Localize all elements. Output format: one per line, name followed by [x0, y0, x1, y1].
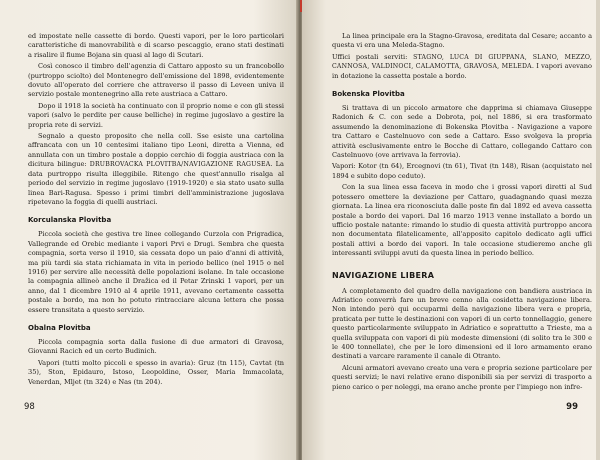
paragraph: Vapori: Kotor (tn 64), Ercegnovi (tn 61), Tivat (tn 148), Risan (acquistato nel 1894 e subito dopo ceduto).: [332, 162, 592, 180]
paragraph: ed impostate nelle cassette di bordo. Questi vapori, per le loro particolari caratteristiche di manovrabilità e di scarso pescaggio, erano stati destinati a risalire il fiume Bojana sin quasi al lago di Scutari.: [28, 32, 284, 59]
section-heading-obalna: Obalna Plovitba: [28, 323, 91, 332]
section-heading-navigazione-libera: NAVIGAZIONE LIBERA: [332, 270, 435, 280]
page-number-left: 98: [24, 402, 35, 412]
paragraph: Piccola società che gestiva tre linee collegando Curzola con Prigradica, Vallegrande ed Orebic mediante i vapori Prvi e Drugi. Sembra che questa compagnia, sorta verso il 1910, sia cessata dopo un paio d'anni di attività, ma più tardi sia stata richiamata in vita in periodo bellico (nel 1915 o nel 1916) per servire alle necessità delle popolazioni isolane. In tale occasione la compagnia allineò anche il Dražica ed il Petar Zrinski 1 vapori, per un anno, dal 1 dicembre 1910 al 4 aprile 1911, avevano certamente cassetta postale a bordo, ma non ho potuto rintracciare alcuna lettera che possa essere transitata a questo servizio.: [28, 230, 284, 314]
paragraph: Piccola compagnia sorta dalla fusione di due armatori di Gravosa, Giovanni Racich ed un certo Budinich.: [28, 337, 284, 356]
paragraph-text: Uffici postali serviti:: [332, 52, 408, 61]
page-number-right: 99: [566, 402, 578, 412]
paragraph: A completamento del quadro della navigazione con bandiera austriaca in Adriatico converrà fare un breve cenno alla cosidetta navigazione libera. Non intendo però qui occuparmi della navigazione libera vera e propria, praticata per tutte le destinazioni con vapori di un certo tonnellaggio, genere questo particolarmente sviluppato in Adriatico e soprattutto a Trieste, ma a quella sviluppata con vapori di più modeste dimensioni (di solito tra le 300 e le 400 tonnellate), che per le loro dimensioni ed il loro armamento erano destinati a varcare raramente il canale di Otranto.: [332, 286, 592, 361]
paragraph: La linea principale era la Stagno-Gravosa, ereditata dal Cesare; accanto a questa vi era una Meleda-Stagno.: [332, 32, 592, 50]
paragraph: [332, 53, 592, 81]
paragraph: [28, 132, 284, 207]
paragraph-text: Segnalo a questo proposito che nella coll. Sse esiste una cartolina affrancata con un 10 centesimi italiano tipo Leoni, diretta a Vienna, ed annullata con un timbro postale a doppio cerchio di foggia austriaca con la dicitura bilingue:: [28, 132, 284, 169]
postmark-legend: DRUBROVACKA PLOVITBA/NAVIGAZIONE RAGUSEA: [89, 161, 271, 169]
paragraph: Così conosco il timbro dell'agenzia di Cattaro apposto su un francobollo (purtroppo sciolto) del Montenegro dell'emissione del 1898, evidentemente dovuto all'operato del corriere che attraverso il passo di Leveen univa il servizio postale montenegrino alla rete austriaca a Cattaro.: [28, 62, 284, 99]
paragraph: Alcuni armatori avevano creato una vera e propria sezione particolare per questi servizi; le navi relative erano disponibili sia per servizi di trasporto a pieno carico o per noleggi, ma erano anche pronte per l'impiego non infre-: [332, 363, 592, 391]
paragraph: Con la sua linea essa faceva in modo che i grossi vapori diretti al Sud potessero omettere la deviazione per Cattaro, guadagnando quasi mezza giornata. La linea era riconosciuta dalle poste fin dal 1892 ed aveva cassetta postale a bordo dei vapori. Dal 16 marzo 1913 venne installato a bordo un ufficio postale natante: rimando lo studio di questa attività purtroppo ancora non documentata filatelicamente, all'apposito capitolo dedicato agli uffici postali attivi a bordo dei vapori. In tale occasione studieremo anche gli interessanti sviluppi avuti da questa linea in periodo bellico.: [332, 183, 592, 258]
paragraph: Dopo il 1918 la società ha continuato con il proprio nome e con gli stessi vapori (salvo le perdite per cause belliche) in regime jugoslavo a gestire la propria rete di servizi.: [28, 101, 284, 129]
paragraph-text: . I vapori avevano in dotazione la cassetta postale a bordo.: [332, 62, 592, 80]
page-edge: [596, 0, 600, 460]
left-page: [0, 0, 298, 460]
section-heading-bokenska: Bokenska Plovitba: [332, 90, 405, 99]
post-office-list: STAGNO, LUCA DI GIUPPANA, SLANO, MEZZO, CANNOSA, VALDINOCI, CALAMOTTA, GRAVOSA, MELEDA: [332, 53, 592, 71]
paragraph: Vapori (tutti molto piccoli e spesso in avaria): Gruz (tn 115), Cavtat (tn 35), Ston, Epidauro, Istoso, Leopoldine, Osser, Maria Immacolata, Venerdan, Mljet (tn 324) e Nas (tn 204).: [28, 358, 284, 386]
right-page: [302, 0, 600, 460]
paragraph-text: . La data purtroppo risulta illeggibile. Ritengo che quest'annullo risalga al periodo del servizio in regime jugoslavo (1919-1920) e sia stato usato sulla linea Bari-Ragusa. Spesso i primi timbri dell'amministrazione jugoslava ripetevano la foggia di quelli austriaci.: [28, 160, 284, 206]
paragraph: Si trattava di un piccolo armatore che dapprima si chiamava Giuseppe Radonich & C. con sede a Dobrota, poi, nel 1886, si era trasformato assumendo la denominazione di Bokenska Plovitba - Navigazione a vapore tra Cattaro e Castelnuovo con sede a Cattaro. Esso svolgeva la propria attività esclusivamente entro le Bocche di Cattaro, collegando Cattaro con Castelnuovo (ove arrivava la ferrovia).: [332, 104, 592, 160]
section-heading-korculanska: Korculanska Plovitba: [28, 216, 112, 225]
